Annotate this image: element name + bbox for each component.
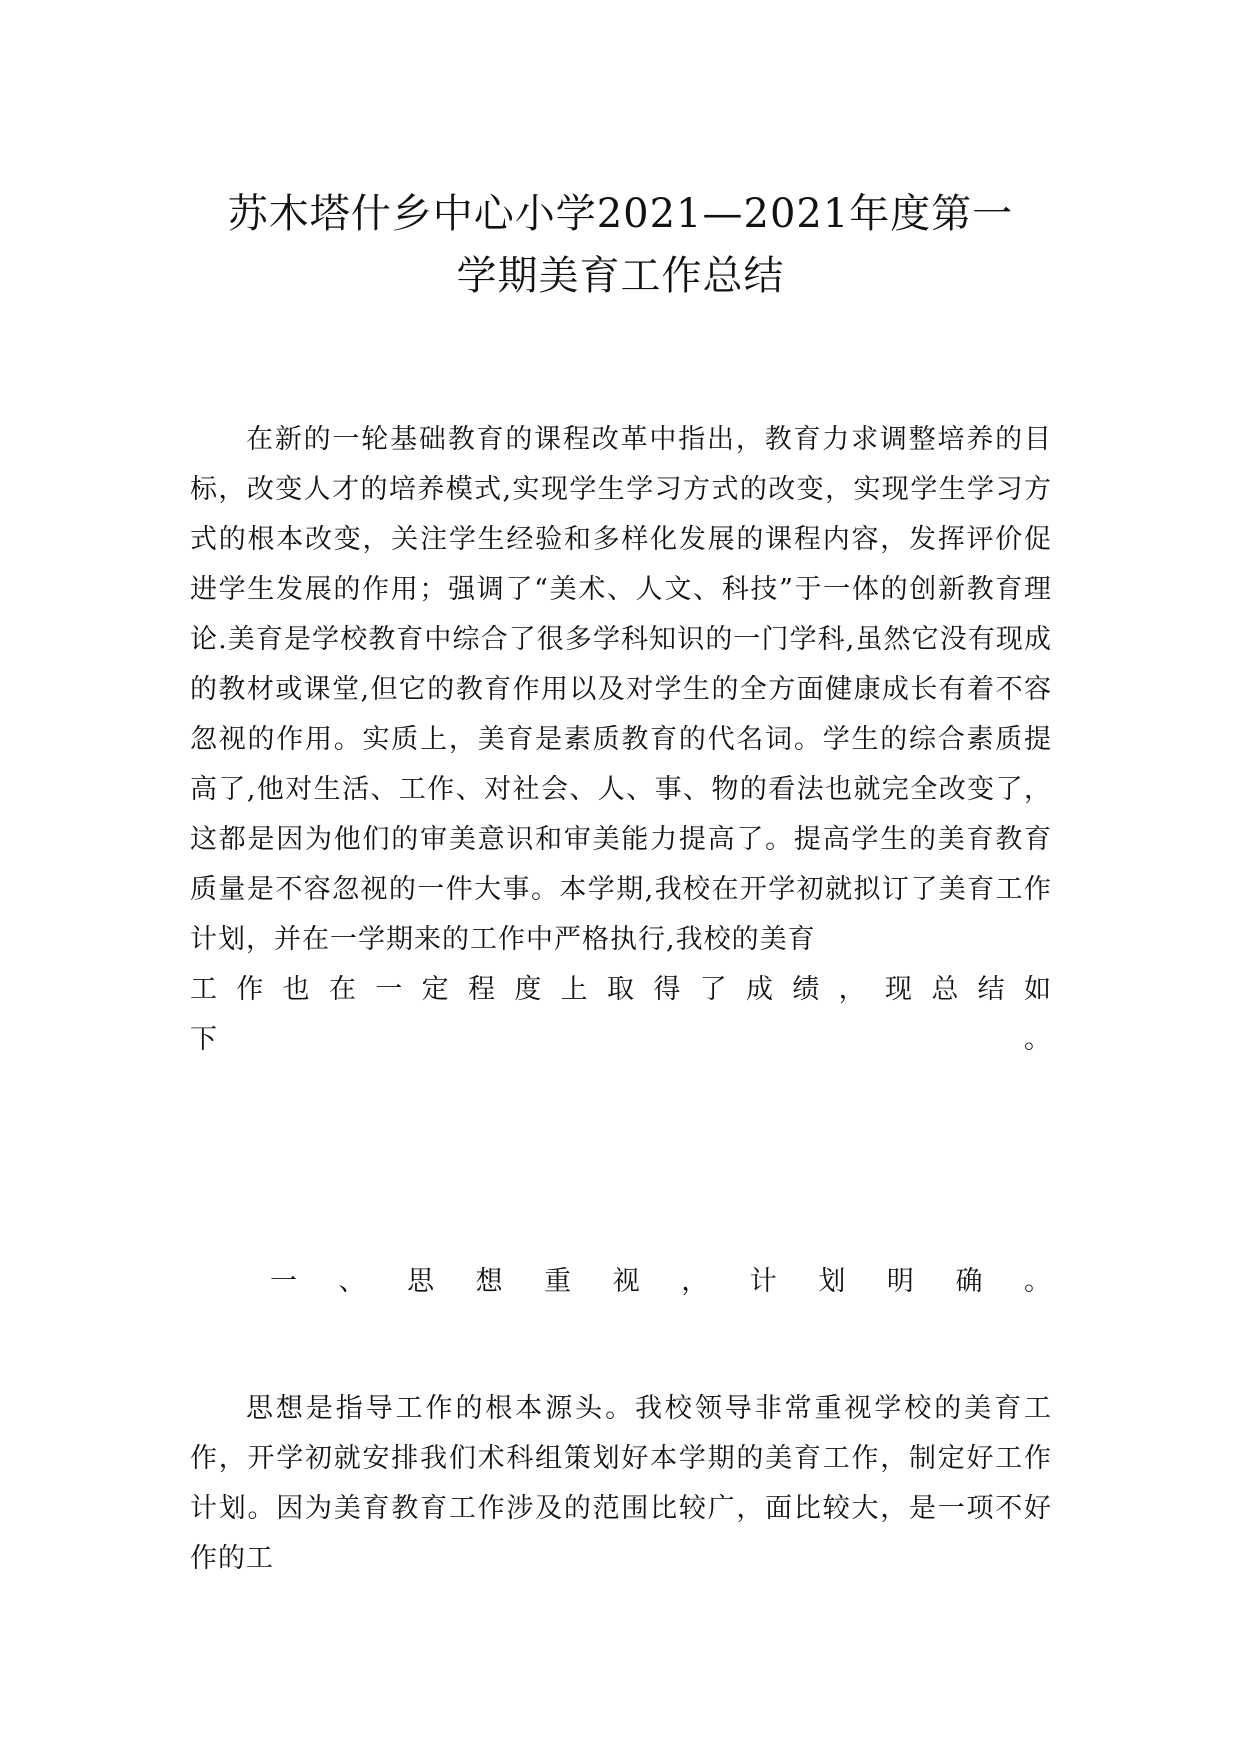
document-title [150,183,1091,307]
paragraph-intro-last-line: 工 作 也 在 一 定 程 度 上 取 得 了 成 绩 ， 现 总 结 如 下 。 [190,974,1052,1055]
paragraph-intro [190,415,1052,1065]
paragraph-section-1: 思想是指导工作的根本源头。我校领导非常重视学校的美育工作，开学初就安排我们术科组策划好本学期的美育工作，制定好工作计划。因为美育教育工作涉及的范围比较广，面比较大，是一项不好作的工 [190,1393,1052,1574]
title-line-1: 苏木塔什乡中心小学2021—2021年度第一 [227,191,1014,237]
section-heading-1: 一 、 思 想 重 视 ， 计 划 明 确 。 [270,1266,1052,1297]
paragraph-intro-body: 在新的一轮基础教育的课程改革中指出，教育力求调整培养的目标，改变人才的培养模式,实现学生学习方式的改变，实现学生学习方式的根本改变，关注学生经验和多样化发展的课程内容，发挥评价促进学生发展的作用；强调了“美术、人文、科技”于一体的创新教育理论.美育是学校教育中综合了很多学科知识的一门学科,虽然它没有现成的教材或课堂,但它的教育作用以及对学生的全方面健康成长有着不容忽视的作用。实质上，美育是素质教育的代名词。学生的综合素质提高了,他对生活、工作、对社会、人、事、物的看法也就完全改变了，这都是因为他们的审美意识和审美能力提高了。提高学生的美育教育质量是不容忽视的一件大事。本学期,我校在开学初就拟订了美育工作计划，并在一学期来的工作中严格执行,我校的美育 [190,424,1052,955]
title-line-2: 学期美育工作总结 [456,253,785,299]
